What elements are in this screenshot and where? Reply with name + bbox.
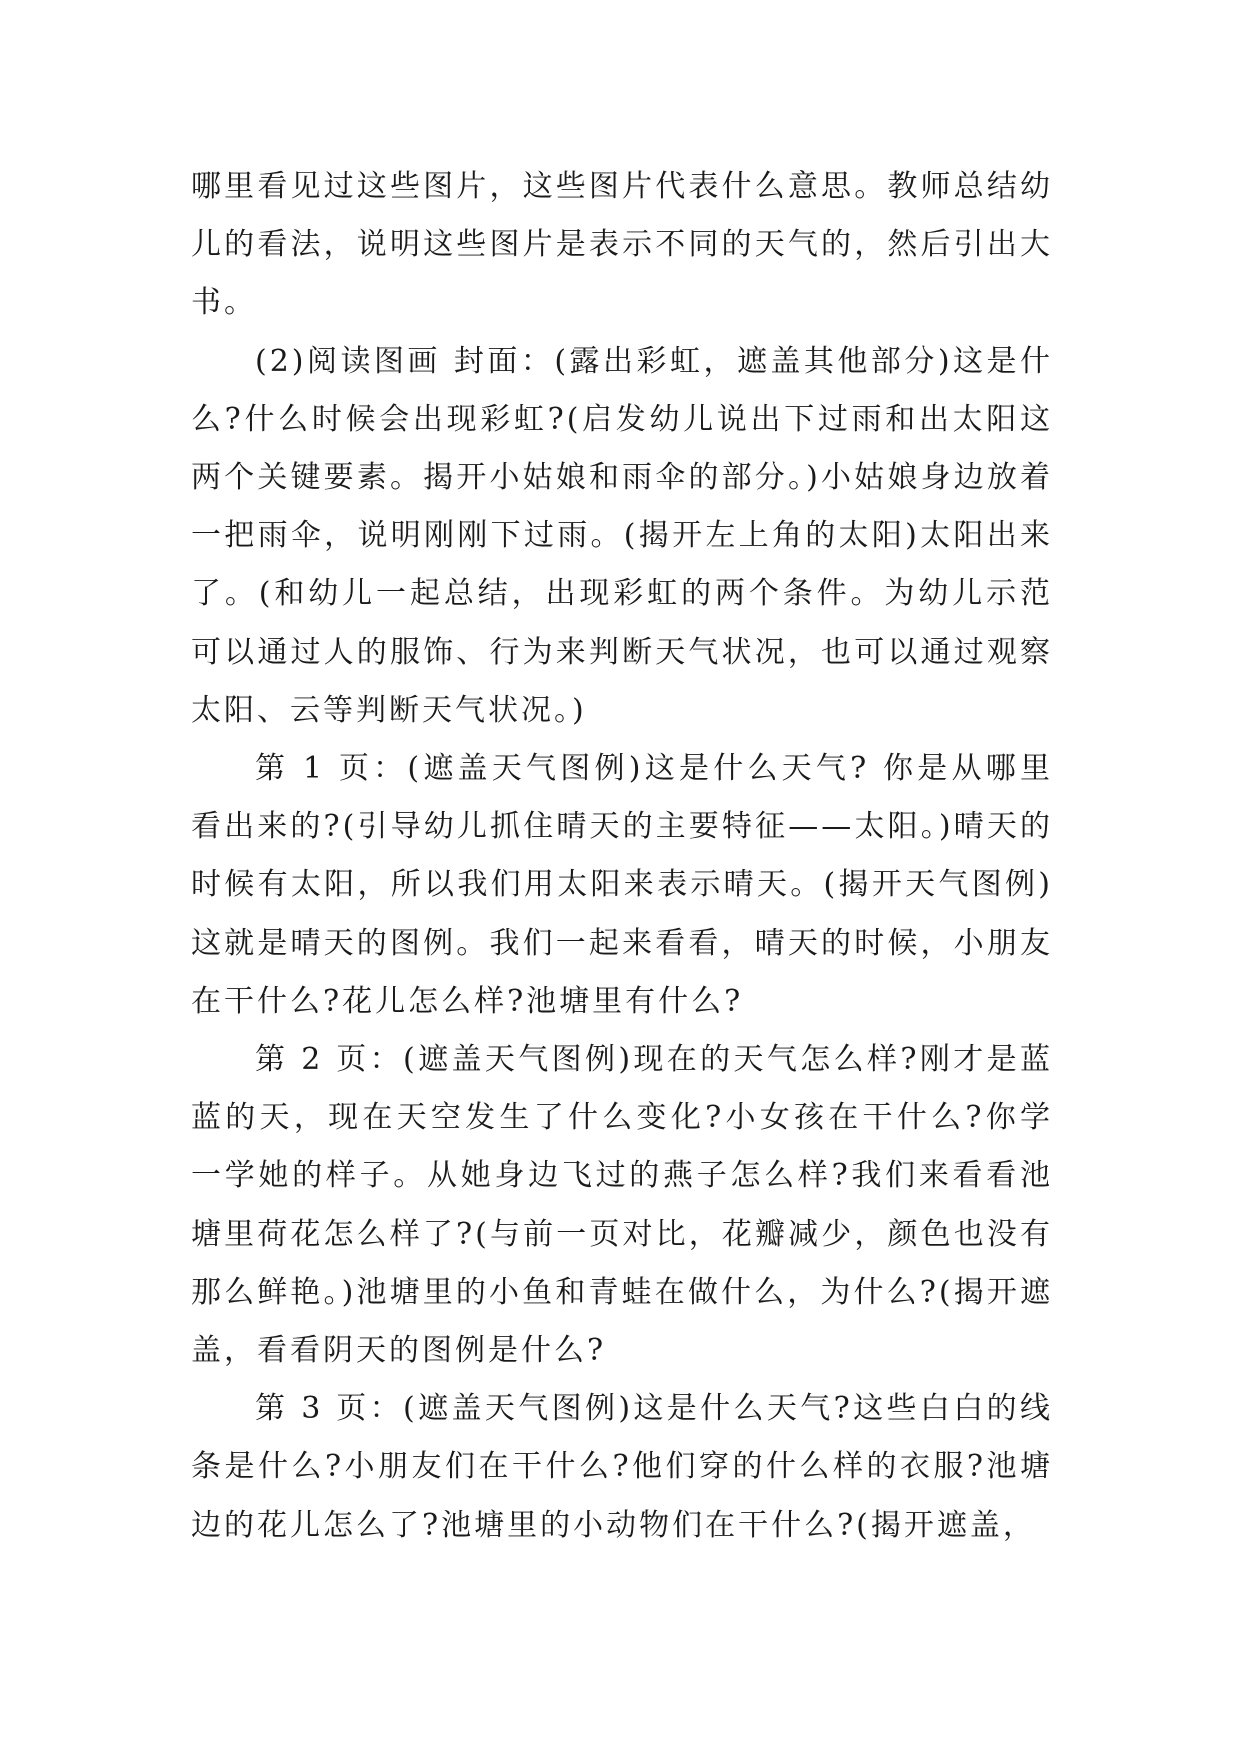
paragraph-1: 哪里看见过这些图片，这些图片代表什么意思。教师总结幼儿的看法，说明这些图片是表示不同的天气的，然后引出大书。	[191, 169, 1053, 321]
body-text	[191, 158, 1053, 1555]
paragraph-5: 第 3 页：(遮盖天气图例)这是什么天气?这些白白的线条是什么?小朋友们在干什么?他们穿的什么样的衣服?池塘边的花儿怎么了?池塘里的小动物们在干什么?(揭开遮盖，	[191, 1391, 1053, 1543]
paragraph-4: 第 2 页：(遮盖天气图例)现在的天气怎么样?刚才是蓝蓝的天，现在天空发生了什么变化?小女孩在干什么?你学一学她的样子。从她身边飞过的燕子怎么样?我们来看看池塘里荷花怎么样了?(与前一页对比，花瓣减少，颜色也没有那么鲜艳。)池塘里的小鱼和青蛙在做什么，为什么?(揭开遮盖，看看阴天的图例是什么?	[191, 1042, 1053, 1369]
paragraph-2: (2)阅读图画 封面：(露出彩虹，遮盖其他部分)这是什么?什么时候会出现彩虹?(启发幼儿说出下过雨和出太阳这两个关键要素。揭开小姑娘和雨伞的部分。)小姑娘身边放着一把雨伞，说明刚刚下过雨。(揭开左上角的太阳)太阳出来了。(和幼儿一起总结，出现彩虹的两个条件。为幼儿示范可以通过人的服饰、行为来判断天气状况，也可以通过观察太阳、云等判断天气状况。)	[191, 343, 1053, 728]
paragraph-3: 第 1 页：(遮盖天气图例)这是什么天气? 你是从哪里看出来的?(引导幼儿抓住晴天的主要特征——太阳。)晴天的时候有太阳，所以我们用太阳来表示晴天。(揭开天气图例)这就是晴天的图例。我们一起来看看，晴天的时候，小朋友在干什么?花儿怎么样?池塘里有什么?	[191, 751, 1053, 1019]
